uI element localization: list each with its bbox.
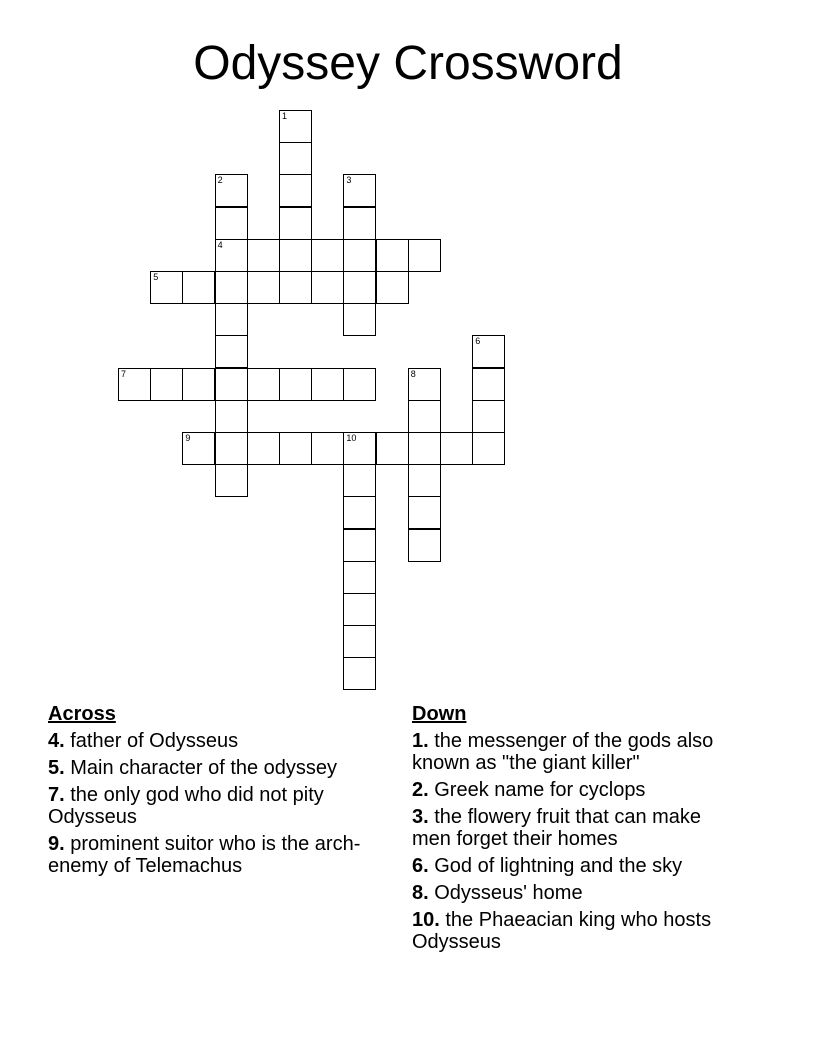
- crossword-cell[interactable]: [343, 593, 376, 626]
- crossword-cell[interactable]: [343, 432, 376, 465]
- crossword-cell[interactable]: [408, 368, 441, 401]
- crossword-cell[interactable]: [311, 368, 344, 401]
- crossword-cell[interactable]: [279, 368, 312, 401]
- across-clue-4: [48, 730, 393, 752]
- crossword-cell[interactable]: [408, 432, 441, 465]
- crossword-cell[interactable]: [215, 271, 248, 304]
- crossword-cell[interactable]: [408, 400, 441, 433]
- crossword-cell[interactable]: [215, 400, 248, 433]
- crossword-cell[interactable]: [376, 271, 409, 304]
- cell-number: 1: [282, 111, 288, 121]
- clue-text: prominent suitor who is the arch-enemy of Telemachus: [48, 833, 361, 877]
- across-clue-7: [48, 784, 393, 828]
- crossword-cell[interactable]: [215, 303, 248, 336]
- cell-number: 10: [346, 433, 357, 443]
- clue-text: the flowery fruit that can make men forget their homes: [412, 806, 702, 850]
- crossword-cell[interactable]: [343, 368, 376, 401]
- crossword-cell[interactable]: [343, 207, 376, 240]
- crossword-cell[interactable]: [150, 368, 183, 401]
- crossword-cell[interactable]: [279, 207, 312, 240]
- cell-number: 9: [185, 433, 191, 443]
- clue-number: 1.: [412, 730, 429, 752]
- clue-text: the Phaeacian king who hosts Odysseus: [412, 909, 712, 953]
- crossword-cell[interactable]: [343, 464, 376, 497]
- crossword-cell[interactable]: [215, 335, 248, 368]
- crossword-cell[interactable]: [215, 464, 248, 497]
- crossword-cell[interactable]: [472, 432, 505, 465]
- down-clue-10: [412, 909, 742, 953]
- cell-number: 8: [410, 368, 416, 379]
- clue-text: Greek name for cyclops: [428, 779, 646, 801]
- crossword-cell[interactable]: [182, 432, 215, 465]
- cell-number: 6: [475, 336, 481, 347]
- crossword-cell[interactable]: [182, 271, 215, 304]
- crossword-cell[interactable]: [343, 496, 376, 529]
- down-clue-8: [412, 882, 742, 904]
- clue-number: 9.: [48, 833, 65, 855]
- down-clues: [412, 703, 742, 958]
- crossword-cell[interactable]: [150, 271, 183, 304]
- crossword-cell[interactable]: [247, 271, 280, 304]
- cell-number: 4: [217, 239, 223, 250]
- crossword-cell[interactable]: [311, 432, 344, 465]
- clue-text: the only god who did not pity Odysseus: [48, 784, 324, 828]
- crossword-cell[interactable]: [279, 142, 312, 175]
- down-clue-3: [412, 806, 742, 850]
- crossword-cell[interactable]: [279, 174, 312, 207]
- crossword-cell[interactable]: [440, 432, 473, 465]
- crossword-cell[interactable]: [343, 625, 376, 658]
- cell-number: 5: [153, 272, 159, 282]
- crossword-cell[interactable]: [376, 432, 409, 465]
- crossword-cell[interactable]: [215, 207, 248, 240]
- crossword-cell[interactable]: [279, 110, 312, 143]
- crossword-cell[interactable]: [408, 529, 441, 562]
- crossword-cell[interactable]: [343, 174, 376, 207]
- crossword-cell[interactable]: [279, 239, 312, 272]
- across-heading: Across: [48, 703, 116, 725]
- clue-text: God of lightning and the sky: [428, 855, 683, 877]
- down-heading: Down: [412, 703, 467, 725]
- crossword-cell[interactable]: [311, 271, 344, 304]
- across-clue-5: [48, 757, 393, 779]
- down-clue-6: [412, 855, 742, 877]
- clue-number: 5.: [48, 757, 65, 779]
- crossword-cell[interactable]: [247, 432, 280, 465]
- crossword-cell[interactable]: [182, 368, 215, 401]
- clue-number: 10.: [412, 909, 440, 931]
- clue-number: 6.: [412, 855, 429, 877]
- across-clue-9: [48, 833, 393, 877]
- crossword-cell[interactable]: [215, 174, 248, 207]
- clue-text: father of Odysseus: [64, 730, 239, 752]
- crossword-cell[interactable]: [343, 561, 376, 594]
- crossword-cell[interactable]: [343, 657, 376, 690]
- crossword-cell[interactable]: [408, 464, 441, 497]
- crossword-cell[interactable]: [247, 239, 280, 272]
- crossword-cell[interactable]: [279, 432, 312, 465]
- crossword-cell[interactable]: [215, 368, 248, 401]
- clue-number: 2.: [412, 779, 429, 801]
- crossword-cell[interactable]: [215, 432, 248, 465]
- crossword-cell[interactable]: [343, 271, 376, 304]
- clue-number: 3.: [412, 806, 429, 828]
- clue-number: 8.: [412, 882, 429, 904]
- crossword-cell[interactable]: [311, 239, 344, 272]
- crossword-cell[interactable]: [343, 239, 376, 272]
- clue-number: 7.: [48, 784, 65, 806]
- across-clues: [48, 703, 393, 882]
- down-clue-2: [412, 779, 742, 801]
- cell-number: 3: [346, 175, 352, 186]
- cell-number: 7: [121, 368, 127, 379]
- crossword-cell[interactable]: [408, 239, 441, 272]
- crossword-cell[interactable]: [215, 239, 248, 272]
- crossword-cell[interactable]: [118, 368, 151, 401]
- clue-number: 4.: [48, 730, 65, 752]
- crossword-cell[interactable]: [472, 368, 505, 401]
- crossword-cell[interactable]: [279, 271, 312, 304]
- crossword-cell[interactable]: [376, 239, 409, 272]
- clue-text: Odysseus' home: [428, 882, 583, 904]
- crossword-cell[interactable]: [408, 496, 441, 529]
- crossword-cell[interactable]: [472, 400, 505, 433]
- crossword-cell[interactable]: [247, 368, 280, 401]
- crossword-cell[interactable]: [343, 303, 376, 336]
- down-clue-1: [412, 730, 742, 774]
- page-title: Odyssey Crossword: [193, 37, 623, 90]
- cell-number: 2: [217, 175, 223, 186]
- crossword-cell[interactable]: [472, 335, 505, 368]
- clue-text: the messenger of the gods also known as "the giant killer": [412, 730, 714, 774]
- crossword-cell[interactable]: [343, 529, 376, 562]
- clue-text: Main character of the odyssey: [64, 757, 338, 779]
